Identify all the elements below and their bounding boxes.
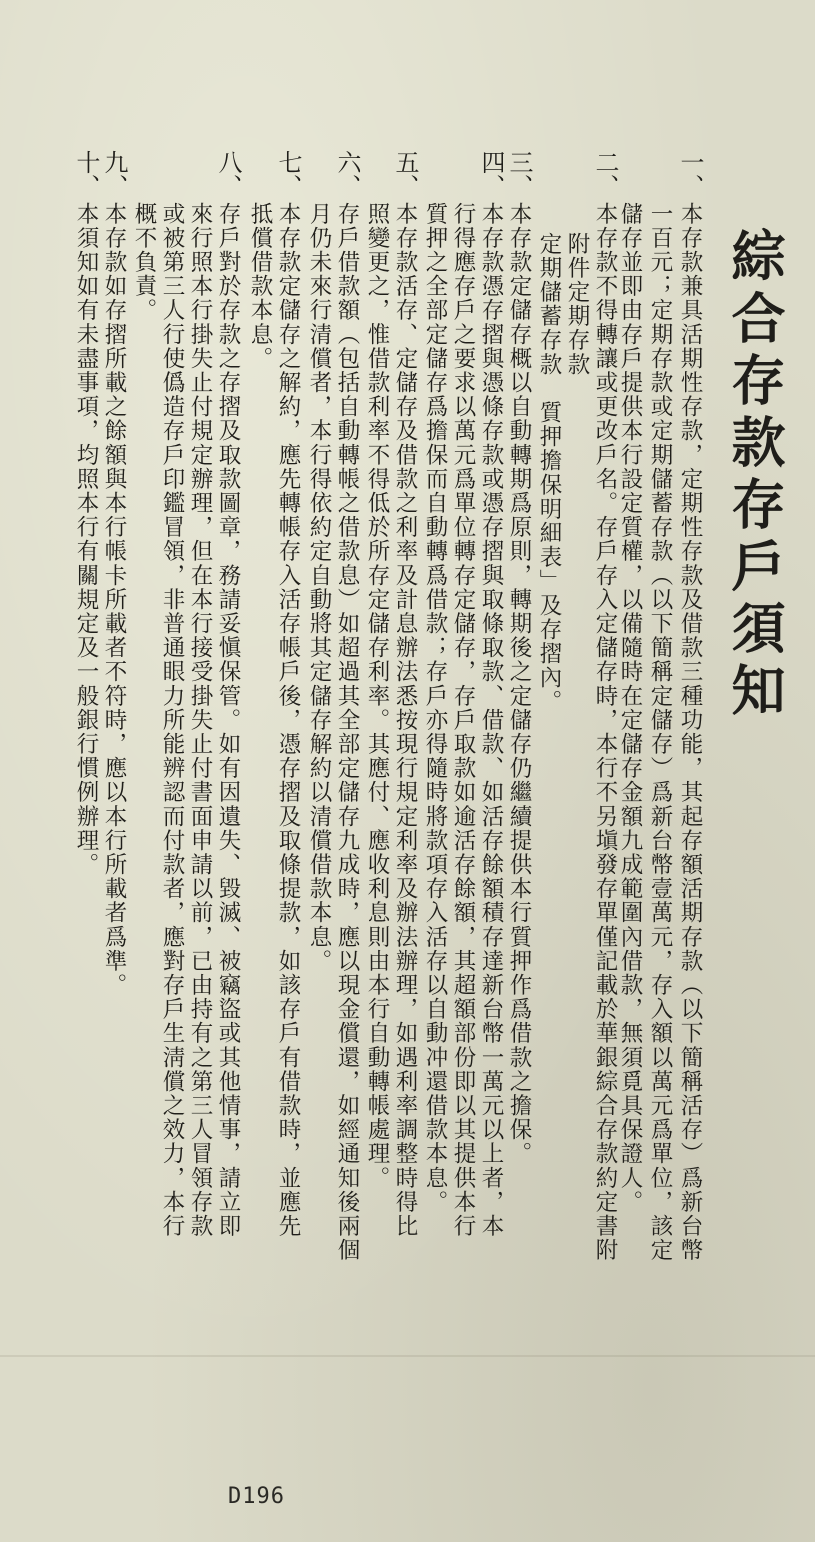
- item-4-number: 四、: [477, 150, 505, 198]
- item-8-number: 八、: [214, 150, 242, 198]
- item-1-number: 一、: [676, 150, 704, 198]
- item-1-line-2: 一百元；定期存款或定期儲蓄存款（以下簡稱定儲存）爲新台幣壹萬元，存入額以萬元爲單位，該定: [647, 202, 673, 1263]
- item-6-line-2: 月仍未來行清償者，本行得依約定自動將其定儲存解約以清償借款本息。: [306, 202, 332, 974]
- item-4-line-2: 行得應存戶之要求以萬元爲單位轉存定儲存，存戶取款如逾活存餘額，其超額部份即以其提供本行: [450, 202, 476, 1239]
- item-9-line-1: 本存款如存摺所載之餘額與本行帳卡所載者不符時，應以本行所載者爲準。: [101, 202, 127, 998]
- item-8-line-2: 來行照本行掛失止付規定辦理，但在本行接受掛失止付書面申請以前，已由持有之第三人冒領存款: [187, 202, 213, 1239]
- item-6-number: 六、: [333, 150, 361, 198]
- item-7-line-1: 本存款定儲存之解約，應先轉帳存入活存帳戶後，憑存摺及取條提款，如該存戶有借款時，並應先: [275, 202, 301, 1239]
- item-5-number: 五、: [391, 150, 419, 198]
- form-code: D196: [228, 1484, 285, 1509]
- item-2-line-3: 定期儲蓄存款 質押擔保明細表」及存摺內。: [536, 232, 562, 714]
- document-title: 綜合存款存戶須知: [723, 228, 787, 724]
- item-3-number: 三、: [505, 150, 533, 198]
- fold-crease: [0, 1355, 815, 1357]
- item-10-number: 十、: [72, 150, 100, 198]
- item-2-line-1: 本存款不得轉讓或更改戶名。存戶存入定儲存時，本行不另塡發存單僅記載於華銀綜合存款約定書附: [592, 202, 618, 1263]
- item-5-line-2: 照變更之，惟借款利率不得低於所存定儲存利率。其應付、應收利息則由本行自動轉帳處理。: [364, 202, 390, 1191]
- item-3-line-1: 本存款定儲存概以自動轉期爲原則，轉期後之定儲存仍繼續提供本行質押作爲借款之擔保。: [506, 202, 532, 1166]
- item-8-line-3: 或被第三人行使僞造存戶印鑑冒領，非普通眼力所能辨認而付款者，應對存戶生淸償之效力，本行: [159, 202, 185, 1239]
- item-4-line-1: 本存款憑存摺與憑條存款或憑存摺與取條取款、借款、如活存餘額積存達新台幣一萬元以上者，本: [478, 202, 504, 1239]
- item-2-number: 二、: [591, 150, 619, 198]
- item-1-line-1: 本存款兼具活期性存款，定期性存款及借款三種功能，其起存額活期存款（以下簡稱活存）爲新台幣: [677, 202, 703, 1263]
- item-1-line-3: 儲存並即由存戶提供本行設定質權，以備隨時在定儲存金額九成範圍內借款，無須覓具保證人。: [617, 202, 643, 1215]
- item-7-line-2: 抵償借款本息。: [247, 202, 273, 371]
- item-8-line-1: 存戶對於存款之存摺及取款圖章，務請妥愼保管。如有因遺失、毀滅、被竊盜或其他情事，請立即: [215, 202, 241, 1239]
- item-5-line-1: 本存款活存、定儲存及借款之利率及計息辦法悉按現行規定利率及辦法辦理，如遇利率調整時得比: [392, 202, 418, 1239]
- item-7-number: 七、: [274, 150, 302, 198]
- item-6-line-1: 存戶借款額（包括自動轉帳之借款息）如超過其全部定儲存九成時，應以現金償還，如經通知後兩個: [334, 202, 360, 1263]
- item-4-line-3: 質押之全部定儲存爲擔保而自動轉爲借款；存戶亦得隨時將款項存入活存以自動冲還借款本息。: [422, 202, 448, 1215]
- item-2-line-2: 附件定期存款: [564, 232, 590, 377]
- item-9-number: 九、: [100, 150, 128, 198]
- item-8-line-4: 概不負責。: [131, 202, 157, 323]
- item-10-line-1: 本須知如有未盡事項，均照本行有關規定及一般銀行慣例辦理。: [73, 202, 99, 877]
